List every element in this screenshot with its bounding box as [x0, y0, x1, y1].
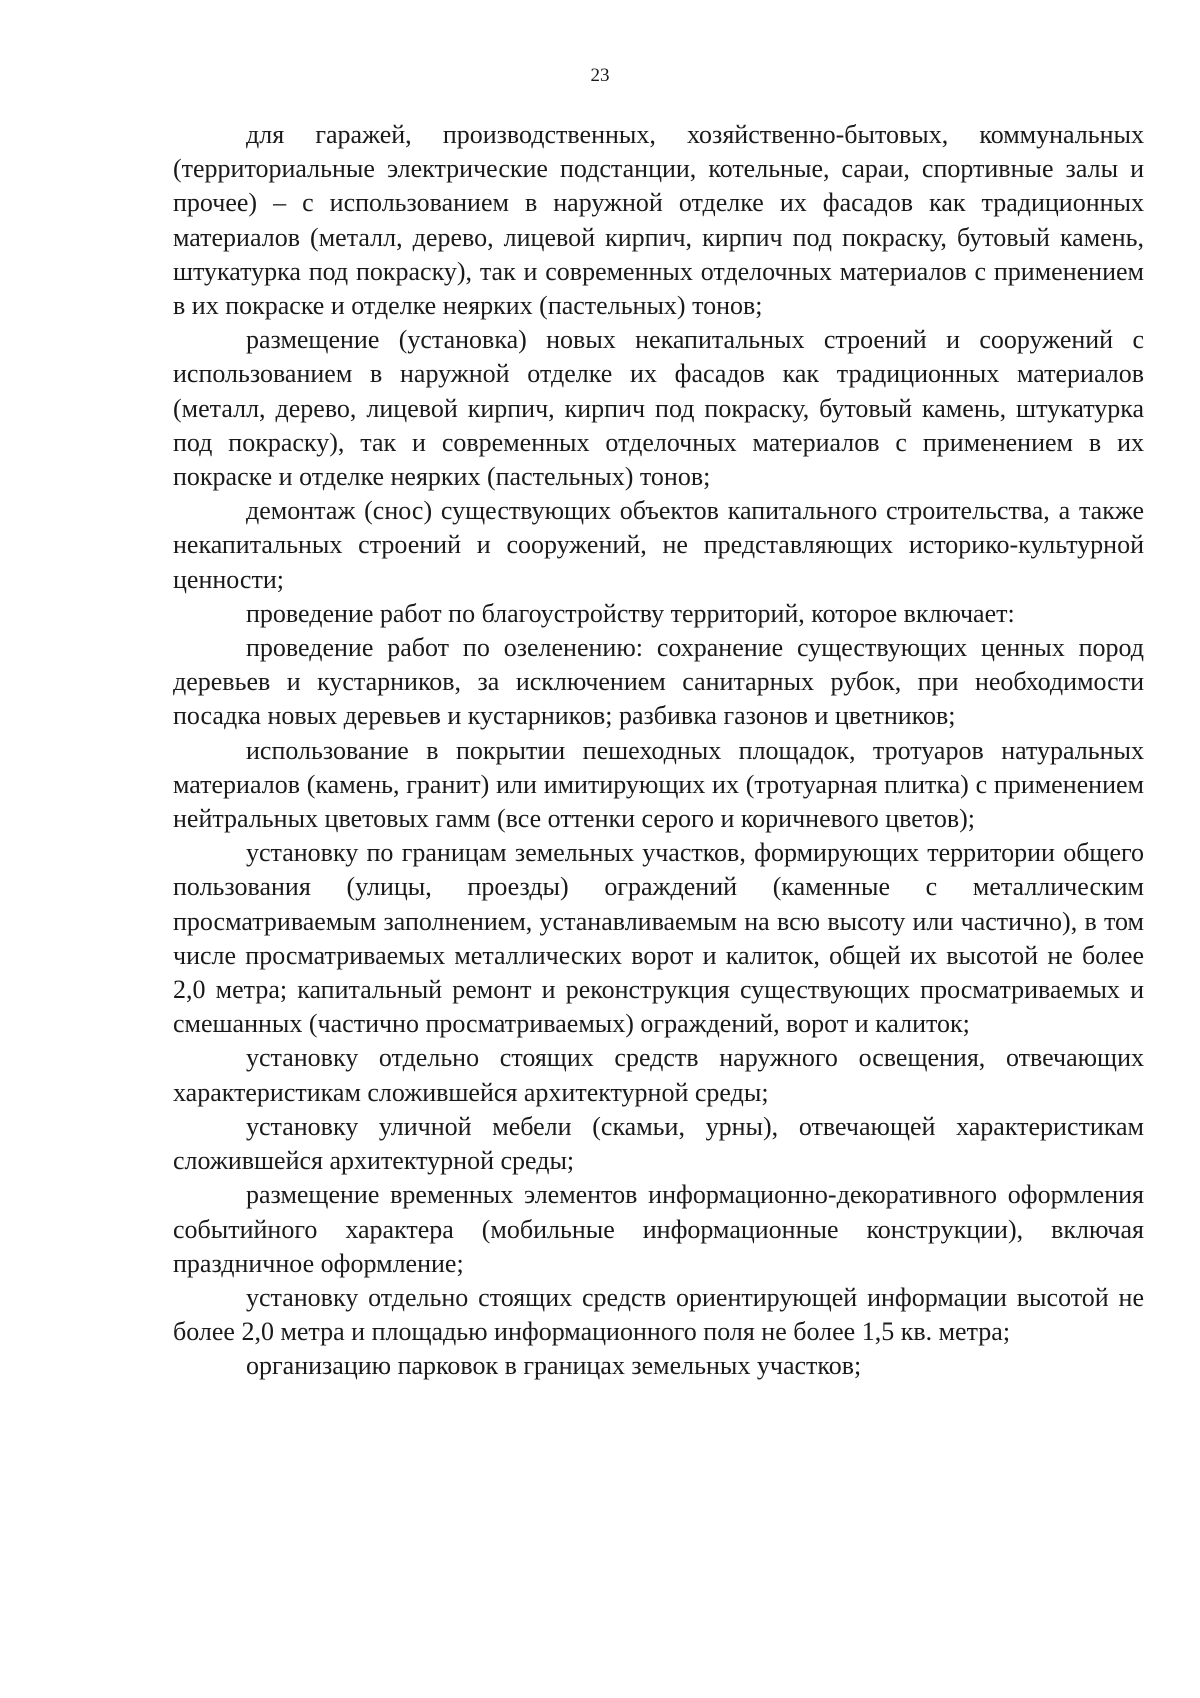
paragraph-fences: установку по границам земельных участков, формирующих территории общего пользования (улицы, проезды) ограждений (каменные с металлическим просматриваемым заполнением, устанавливаемым на всю высоту или частично), в том числе просматриваемых металлических ворот и калиток, общей их высотой не более 2,0 метра; капитальный ремонт и реконструкция существующих просматриваемых и смешанных (частично просматриваемых) ограждений, ворот и калиток;	[173, 838, 1144, 1039]
paragraph-wayfinding: установку отдельно стоящих средств ориентирующей информации высотой не более 2,0 метра и площадью информационного поля не более 1,5 кв. метра;	[173, 1282, 1144, 1347]
paragraph-demolition: демонтаж (снос) существующих объектов капитального строительства, а также некапитальных строений и сооружений, не представляющих историко-культурной ценности;	[173, 496, 1144, 594]
paragraph-garages: для гаражей, производственных, хозяйственно-бытовых, коммунальных (территориальные электрические подстанции, котельные, сараи, спортивные залы и прочее) – с использованием в наружной отделке их фасадов как традиционных материалов (металл, дерево, лицевой кирпич, кирпич под покраску, бутовый камень, штукатурка под покраску), так и современных отделочных материалов с применением в их покраске и отделке неярких (пастельных) тонов;	[173, 120, 1144, 321]
document-body	[173, 118, 1144, 1384]
paragraph-greening: проведение работ по озеленению: сохранение существующих ценных пород деревьев и кустарников, за исключением санитарных рубок, при необходимости посадка новых деревьев и кустарников; разбивка газонов и цветников;	[173, 633, 1144, 731]
paragraph-paving: использование в покрытии пешеходных площадок, тротуаров натуральных материалов (камень, гранит) или имитирующих их (тротуарная плитка) с применением нейтральных цветовых гамм (все оттенки серого и коричневого цветов);	[173, 735, 1144, 834]
paragraph-street-furniture: установку уличной мебели (скамьи, урны), отвечающей характеристикам сложившейся архитектурной среды;	[173, 1111, 1144, 1176]
paragraph-non-capital-structures: размещение (установка) новых некапитальных строений и сооружений с использованием в наружной отделке их фасадов как традиционных материалов (металл, дерево, лицевой кирпич, кирпич под покраску, бутовый камень, штукатурка под покраску), так и современных отделочных материалов с применением в их покраске и отделке неярких (пастельных) тонов;	[173, 325, 1144, 492]
paragraph-temporary-decor: размещение временных элементов информационно-декоративного оформления событийного характера (мобильные информационные конструкции), включая праздничное оформление;	[173, 1180, 1144, 1278]
paragraph-lighting: установку отдельно стоящих средств наружного освещения, отвечающих характеристикам сложившейся архитектурной среды;	[173, 1043, 1144, 1107]
paragraph-parking: организацию парковок в границах земельных участков;	[246, 1351, 862, 1381]
paragraph-landscaping-intro: проведение работ по благоустройству территорий, которое включает:	[246, 598, 1015, 628]
page-number: 23	[590, 65, 610, 86]
